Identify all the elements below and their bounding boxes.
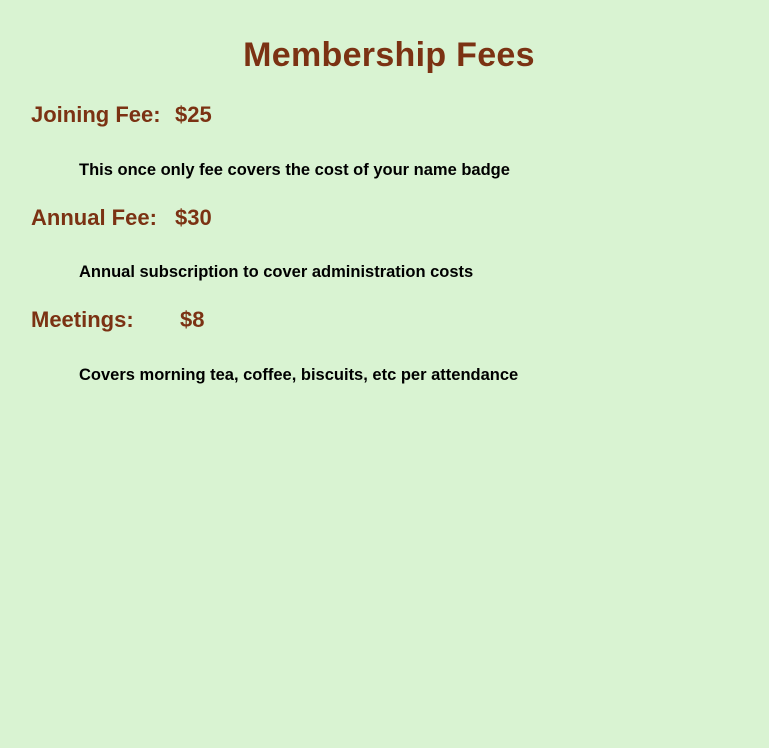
fee-amount: $30 — [175, 205, 212, 230]
fee-description: Annual subscription to cover administration costs — [79, 263, 474, 281]
fee-amount: $8 — [180, 307, 205, 332]
fee-label: Meetings: — [31, 307, 134, 332]
fee-amount: $25 — [175, 102, 212, 127]
fee-label: Annual Fee: — [31, 205, 157, 230]
fee-label: Joining Fee: — [31, 102, 161, 127]
fee-description: Covers morning tea, coffee, biscuits, etc per attendance — [79, 366, 519, 384]
fee-description: This once only fee covers the cost of your name badge — [79, 161, 510, 179]
page-title: Membership Fees — [243, 36, 535, 74]
